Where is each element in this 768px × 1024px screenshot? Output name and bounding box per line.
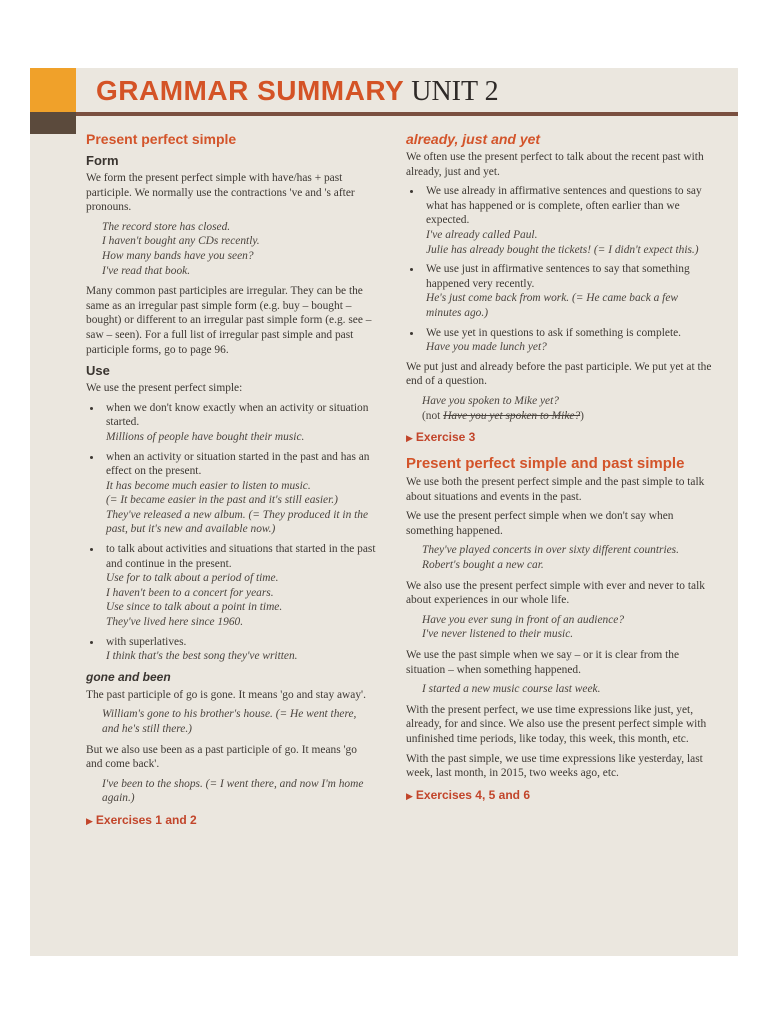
example-line: Robert's bought a new car. [422,559,544,572]
example-line-not [422,409,716,424]
not-suffix: ) [580,409,584,422]
example-line: Use for to talk about a period of time. [106,572,279,585]
dont-say-examples [406,543,716,572]
example-line: I think that's the best song they've written. [106,650,298,663]
use-item [102,635,376,664]
ajy-item [422,262,716,320]
form-text: We form the present perfect simple with have/has + past participle. We normally use the contractions 've and 's after pronouns. [86,172,355,214]
left-column [86,130,376,829]
use-intro: We use the present perfect simple: [86,382,243,395]
use-item [102,450,376,538]
struck-example: Have you yet spoken to Mike? [443,409,581,422]
been-text: But we also use been as a past participle of go. It means 'go and come back'. [86,743,357,771]
page-title [96,74,499,109]
past-simple-text: We use the past simple when we say – or it is clear from the situation – when something happened. [406,649,680,676]
unit-tab-dark [30,112,76,134]
gone-text: The past participle of go is gone. It means 'go and stay away'. [86,688,366,701]
example-line: Have you made lunch yet? [426,341,547,354]
example-line: (= It became easier in the past and it's still easier.) [106,494,338,507]
section-title-pp-vs-past: Present perfect simple and past simple [406,455,685,473]
ajy-item-text: We use yet in questions to ask if something is complete. [426,326,682,339]
section-title-present-perfect: Present perfect simple [86,131,237,147]
example-line: William's gone to his brother's house. (= He went there, and he's still there.) [102,708,357,735]
ever-examples [406,613,716,642]
title-unit: UNIT 2 [411,76,499,107]
example-line: He's just come back from work. (= He came back a few minutes ago.) [426,292,679,319]
title-grammar-summary: GRAMMAR SUMMARY [96,75,405,106]
example-line: Have you spoken to Mike yet? [422,394,559,407]
been-example-block [86,777,376,806]
example-line: I've already called Paul. [426,228,538,241]
section-title-already-just-yet: already, just and yet [406,131,541,147]
ever-never-text: We also use the present perfect simple with ever and never to talk about experiences in our whole life. [406,579,705,607]
subheading-gone-been: gone and been [86,669,171,684]
example-line: I've been to the shops. (= I went there, and now I'm home again.) [102,777,364,805]
example-line: How many bands have you seen? [102,249,254,262]
example-line: Julie has already bought the tickets! (= I didn't expect this.) [426,243,699,256]
exercises-label: Exercises 1 and 2 [95,812,197,827]
ajy-item-text: We use just in affirmative sentences to say that something happened very recently. [426,263,690,290]
irregular-text: Many common past participles are irregular. They can be the same as an irregular past simple form (e.g. buy – bought – bought) or different to an irregular past simple form (e.g. see – saw – seen). For a full list of irregular past simple and past participle forms, go to page 96. [86,285,372,356]
example-line: I haven't bought any CDs recently. [102,235,260,248]
ajy-item [422,326,716,355]
use-list [86,401,376,664]
example-line: They've released a new album. (= They produced it in the past, but it's new and available now.) [106,508,369,536]
example-line: I've never listened to their music. [422,628,574,641]
ajy-intro: We often use the present perfect to talk about the recent past with already, just and yet. [406,151,704,178]
header-rule [76,112,738,116]
use-item [102,401,376,445]
form-examples [86,220,376,278]
example-line: Millions of people have bought their music. [106,430,305,443]
exercises-label: Exercises 4, 5 and 6 [415,787,530,802]
example-line: I've read that book. [102,264,191,277]
triangle-arrow-icon: ▶ [86,815,93,826]
use-item-text: when we don't know exactly when an activity or situation started. [106,401,369,429]
unit-tab-orange [30,68,76,112]
example-line: Use since to talk about a point in time. [106,601,283,614]
subheading-form: Form [86,153,119,168]
gone-example-block [86,707,376,736]
ajy-item [422,184,716,257]
position-examples [406,394,716,423]
ajy-list [406,184,716,355]
time-expressions-ps: With the past simple, we use time expressions like yesterday, last week, last month, in 2015, two weeks ago, etc. [406,752,703,780]
example-line: They've played concerts in over sixty different countries. [422,544,679,557]
past-example-block [406,682,716,697]
exercises-1-2-link[interactable] [86,812,376,829]
triangle-arrow-icon: ▶ [406,433,413,444]
time-expressions-pp: With the present perfect, we use time expressions like just, yet, already, for and since. We also use the present perfect simple with unfinished time periods, like today, this week, this month, etc. [406,703,707,745]
triangle-arrow-icon: ▶ [406,790,413,801]
use-item-text: when an activity or situation started in the past and has an effect on the present. [106,450,370,478]
exercises-4-5-6-link[interactable] [406,787,716,804]
not-prefix: (not [422,409,444,422]
exercise-label: Exercise 3 [415,430,476,445]
textbook-page [30,68,738,956]
ppps-intro: We use both the present perfect simple and the past simple to talk about situations and events in the past. [406,476,705,503]
example-line: I started a new music course last week. [422,683,601,696]
use-item [102,542,376,630]
example-line: They've lived here since 1960. [106,616,244,629]
example-line: Have you ever sung in front of an audience? [422,613,625,626]
use-item-text: with superlatives. [106,635,187,648]
example-line: I haven't been to a concert for years. [106,586,274,599]
example-line: The record store has closed. [102,220,231,233]
example-line: It has become much easier to listen to music. [106,479,311,492]
exercise-3-link[interactable] [406,429,716,446]
ajy-item-text: We use already in affirmative sentences and questions to say what has happened or is complete, often earlier than we expected. [426,185,702,227]
right-column [406,130,716,804]
dont-say-text: We use the present perfect simple when we don't say when something happened. [406,510,674,537]
subheading-use: Use [86,363,110,379]
use-item-text: to talk about activities and situations that started in the past and continue in the present. [106,543,376,570]
position-text: We put just and already before the past participle. We put yet at the end of a question. [406,360,712,388]
